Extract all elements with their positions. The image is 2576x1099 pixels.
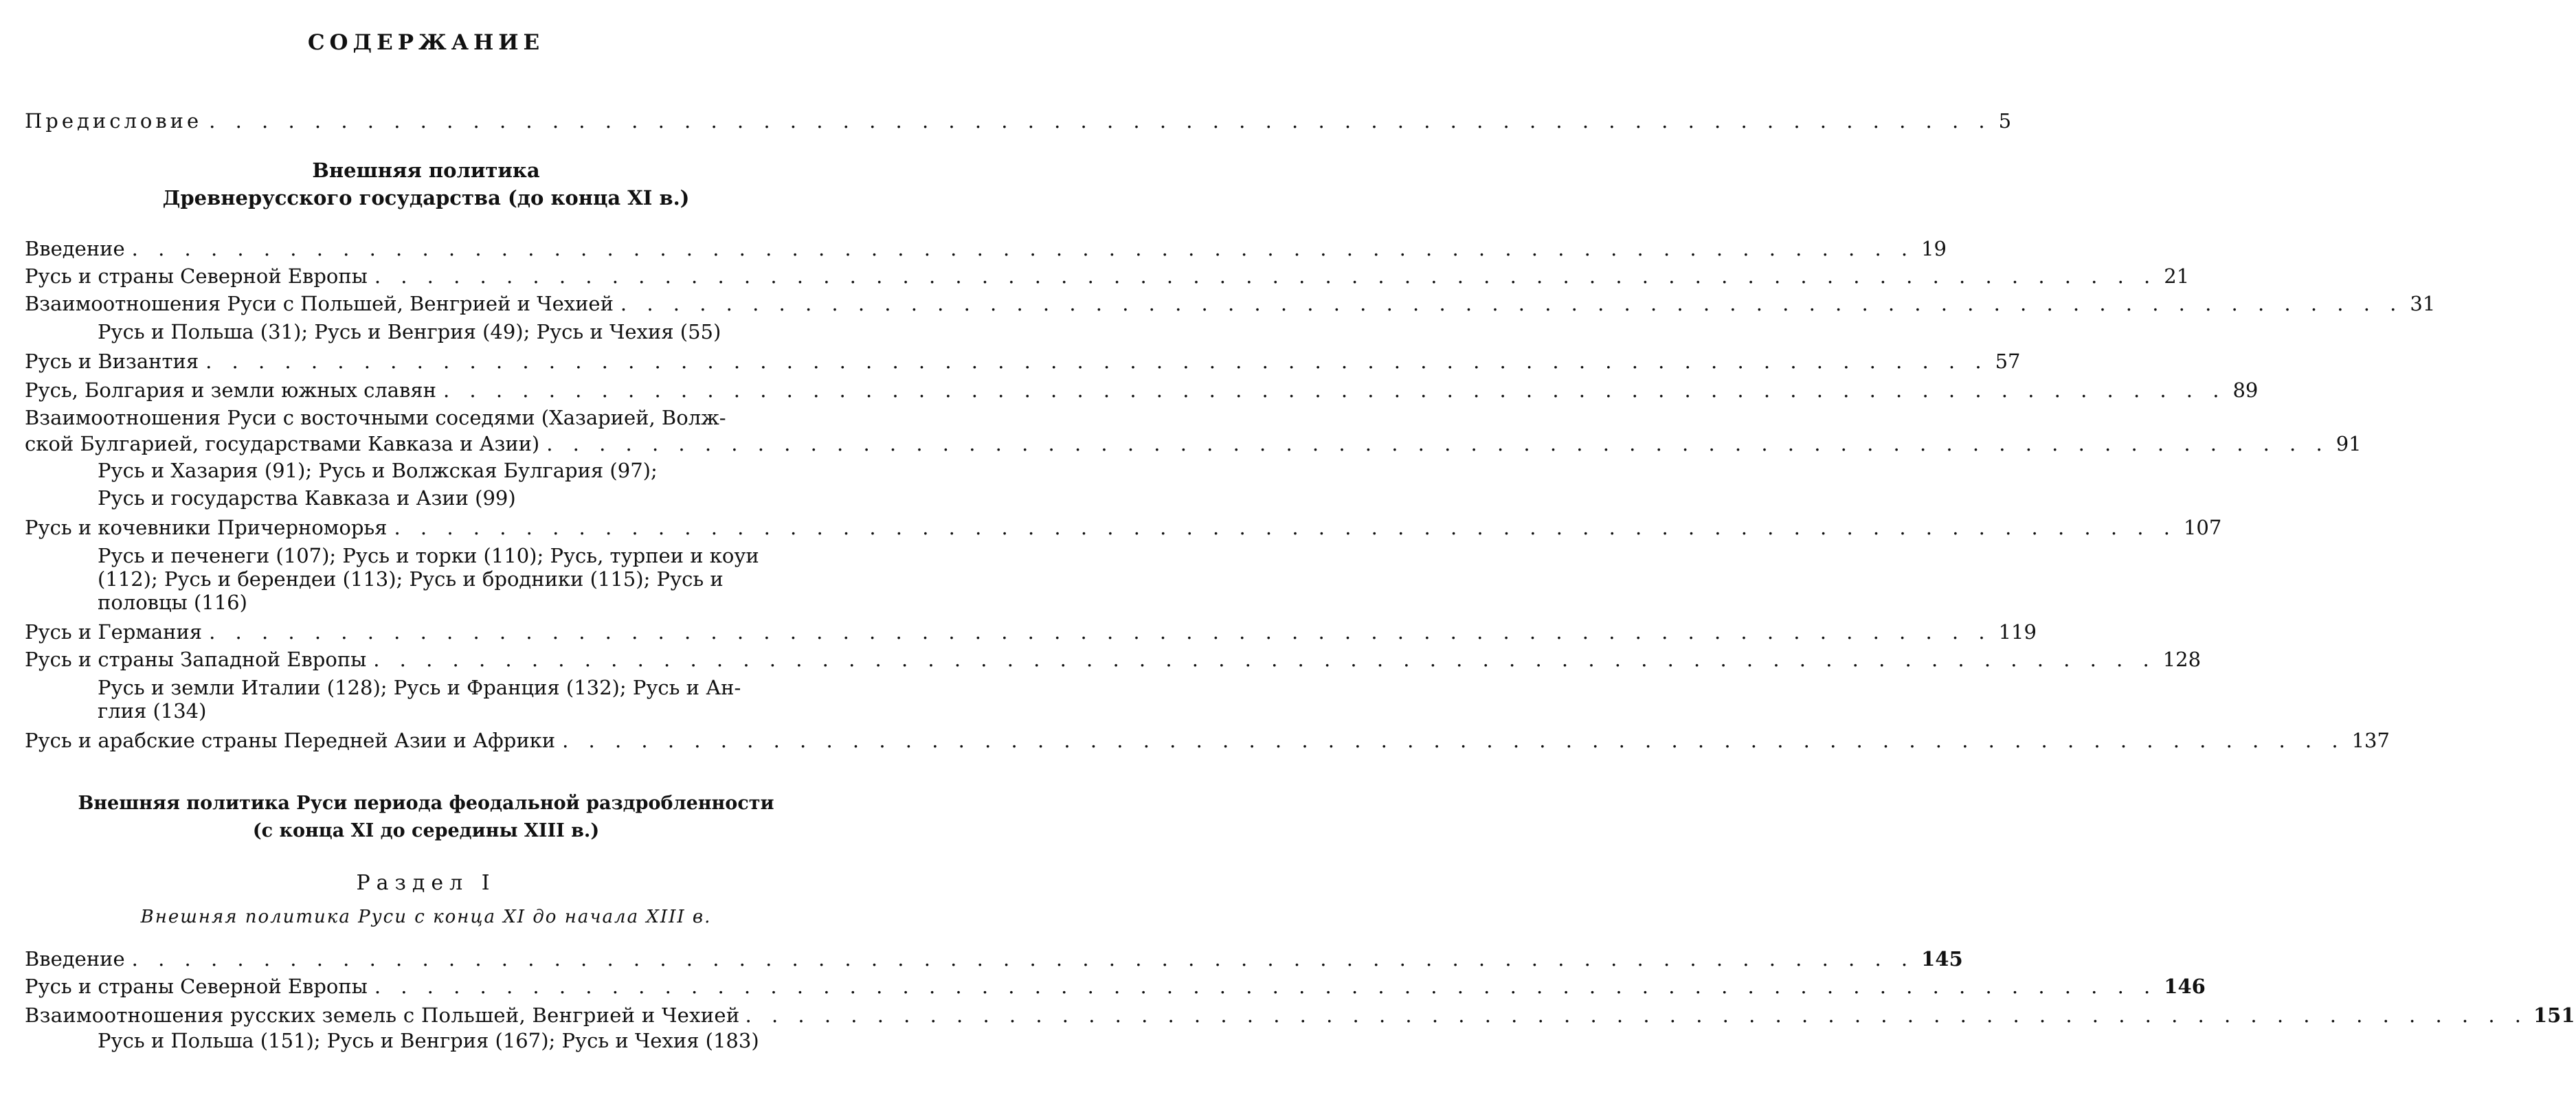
toc-entry-label: ской Булгарией, государствами Кавказа и Азии) xyxy=(25,432,540,455)
toc-page-number: 137 xyxy=(2351,729,2390,752)
toc-subentry-line: Русь и Польша (151); Русь и Венгрия (167); Русь и Чехия (183) xyxy=(98,1029,759,1052)
toc-subentry-line: Русь и Хазария (91); Русь и Волжская Булгария (97); xyxy=(98,459,658,482)
toc-page-number: 31 xyxy=(2410,292,2436,315)
toc-entry-label: Русь и страны Северной Европы xyxy=(25,975,368,998)
dot-leader xyxy=(373,646,2155,673)
toc-entry-label: Русь и кочевники Причерноморья xyxy=(25,516,388,539)
toc-entry-label: Взаимоотношения Руси с восточными соседями (Хазарией, Волж- xyxy=(25,406,726,429)
toc-page-number: 89 xyxy=(2232,378,2259,402)
toc-entry[interactable] xyxy=(25,376,2259,404)
toc-subentries xyxy=(98,1029,774,1052)
toc-entry[interactable] xyxy=(25,727,2390,754)
toc-page-number: 151 xyxy=(2533,1004,2575,1027)
toc-entry-label: Русь, Болгария и земли южных славян xyxy=(25,378,436,402)
toc-entry[interactable] xyxy=(25,262,2190,290)
toc-subentry-line: половцы (116) xyxy=(98,591,247,614)
toc-page-number: 19 xyxy=(1921,237,1947,260)
part-title: Раздел I xyxy=(356,871,496,895)
section-heading xyxy=(0,790,852,845)
toc-entry-label: Введение xyxy=(25,237,125,260)
dot-leader xyxy=(374,262,2157,290)
toc-entry-label: Взаимоотношения Руси с Польшей, Венгрией и Чехией xyxy=(25,292,614,315)
toc-entry[interactable] xyxy=(25,618,2037,646)
toc-page-number: 21 xyxy=(2164,264,2190,288)
section-heading-line: Внешняя политика Руси периода феодальной раздробленности xyxy=(78,793,774,814)
page-title: СОДЕРЖАНИЕ xyxy=(307,30,545,55)
toc-entry[interactable] xyxy=(25,235,1947,262)
toc-page-number: 91 xyxy=(2336,432,2362,455)
toc-entry-label: Введение xyxy=(25,947,125,971)
section-heading-line: (с конца XI до середины XIII в.) xyxy=(252,820,600,841)
dot-leader xyxy=(374,973,2157,1000)
section-heading-line: Древнерусского государства (до конца XI в.) xyxy=(162,186,690,209)
toc-entry[interactable] xyxy=(25,290,2436,317)
toc-page-number: 128 xyxy=(2162,648,2202,671)
toc-page-number: 5 xyxy=(1998,109,2012,133)
toc-page-number: 145 xyxy=(1921,947,1963,971)
dot-leader xyxy=(132,235,1914,262)
toc-subentries xyxy=(98,544,774,614)
toc-entry[interactable] xyxy=(25,514,2222,541)
toc-entry-label: Русь и Германия xyxy=(25,620,203,644)
dot-leader xyxy=(443,376,2226,404)
toc-entry-label: Русь и страны Западной Европы xyxy=(25,648,367,671)
toc-entry-label: Взаимоотношения русских земель с Польшей, Венгрией и Чехией xyxy=(25,1004,740,1027)
part-subtitle: Внешняя политика Руси с конца XI до начала XIII в. xyxy=(140,907,712,927)
toc-subentry-line: Русь и печенеги (107); Русь и торки (110); Русь, турпеи и коуи xyxy=(98,544,759,567)
toc-subentries xyxy=(98,676,774,723)
toc-page-number: 107 xyxy=(2183,516,2222,539)
dot-leader xyxy=(209,107,1991,135)
toc-page-number: 119 xyxy=(1998,620,2037,644)
toc-subentries xyxy=(98,320,774,343)
toc-entry-label: Русь и арабские страны Передней Азии и Африки xyxy=(25,729,556,752)
toc-page-number: 57 xyxy=(1995,350,2021,373)
toc-entry[interactable] xyxy=(25,973,2206,1000)
toc-entry[interactable] xyxy=(25,646,2202,673)
toc-subentry-line: (112); Русь и берендеи (113); Русь и бродники (115); Русь и xyxy=(98,567,724,591)
dot-leader xyxy=(209,618,1991,646)
toc-entry[interactable] xyxy=(25,945,1963,973)
toc-entry-label: Русь и Византия xyxy=(25,350,199,373)
toc-entry[interactable] xyxy=(25,348,2021,375)
toc-entry[interactable] xyxy=(25,1001,2575,1029)
dot-leader xyxy=(205,348,1988,375)
dot-leader xyxy=(132,945,1914,973)
dot-leader xyxy=(562,727,2344,754)
toc-subentry-line: Русь и государства Кавказа и Азии (99) xyxy=(98,486,516,510)
toc-page-number: 146 xyxy=(2164,975,2206,998)
toc-subentry-line: Русь и Польша (31); Русь и Венгрия (49); Русь и Чехия (55) xyxy=(98,320,721,343)
toc-entry-label: Русь и страны Северной Европы xyxy=(25,264,368,288)
toc-entry-east[interactable] xyxy=(25,404,852,431)
dot-leader xyxy=(746,1001,2528,1029)
toc-subentries xyxy=(98,459,774,510)
toc-entry-preface[interactable] xyxy=(25,107,2012,135)
dot-leader xyxy=(394,514,2176,541)
toc-subentry-line: глия (134) xyxy=(98,699,207,723)
dot-leader xyxy=(620,290,2403,317)
toc-entry-east-cont[interactable] xyxy=(25,430,2362,457)
toc-entry-label: Предисловие xyxy=(25,109,203,133)
toc-subentry-line: Русь и земли Италии (128); Русь и Франция (132); Русь и Ан- xyxy=(98,676,741,699)
dot-leader xyxy=(546,430,2329,457)
section-heading xyxy=(0,157,852,212)
section-heading-line: Внешняя политика xyxy=(312,159,540,182)
